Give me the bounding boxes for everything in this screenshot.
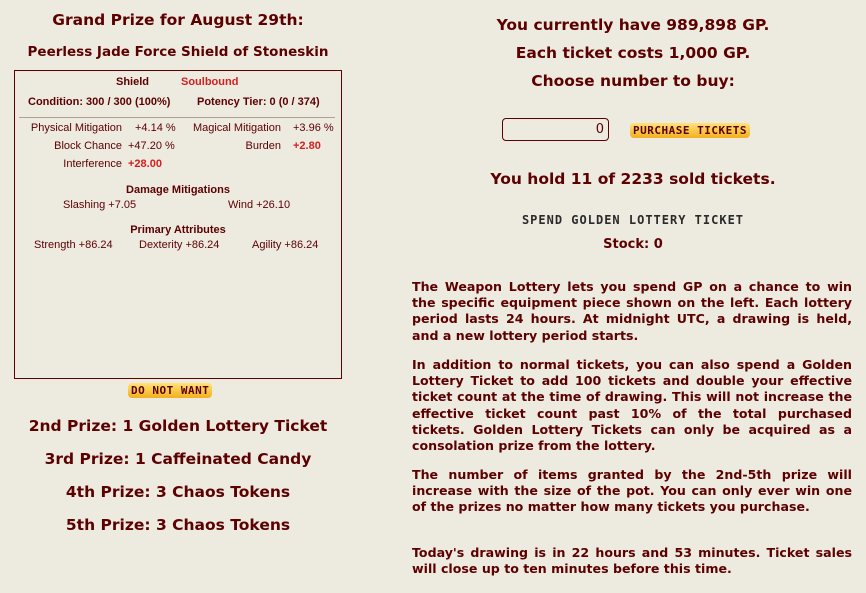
item-name: Peerless Jade Force Shield of Stoneskin [27,44,329,60]
choose-number-label: Choose number to buy: [531,72,735,90]
primary-attribute [252,239,318,251]
item-stats-panel [14,70,342,379]
spend-golden-ticket-button[interactable]: SPEND GOLDEN LOTTERY TICKET [521,213,745,227]
attribute-label: Agility [252,239,282,251]
prize-line: 4th Prize: 3 Chaos Tokens [65,483,291,501]
item-binding: Soulbound [181,76,239,88]
stat-value: +28.00 [128,158,162,170]
primary-attributes-title: Primary Attributes [130,224,226,236]
stat-label: Block Chance [54,140,122,152]
description-paragraph: The number of items granted by the 2nd-5th prize will increase with the size of the pot. You can only ever win one of the prizes no matter how many tickets you purchase. [412,467,852,515]
description-paragraph: Today's drawing is in 22 hours and 53 minutes. Ticket sales will close up to ten minutes before this time. [412,545,852,577]
description-paragraph: In addition to normal tickets, you can also spend a Golden Lottery Ticket to add 100 tickets and double your effective ticket count at the time of drawing. This will not increase the effective ticket count past 10% of the total purchased tickets. Golden Lottery Tickets can only be acquired as a consolation prize from the lottery. [412,357,852,454]
held-tickets: You hold 11 of 2233 sold tickets. [490,170,776,188]
attribute-label: Dexterity [139,239,183,251]
item-condition: Condition: 300 / 300 (100%) [28,96,171,108]
item-type: Shield [116,76,150,88]
golden-ticket-stock: Stock: 0 [603,237,663,252]
divider [19,117,335,118]
damage-mitigation-label: Wind [228,199,254,211]
attribute-value: +86.24 [78,239,113,251]
damage-mitigation [63,199,136,211]
prize-line: 2nd Prize: 1 Golden Lottery Ticket [28,417,328,435]
primary-attribute [34,239,113,251]
attribute-value: +86.24 [185,239,220,251]
grand-prize-title: Grand Prize for August 29th: [52,11,304,29]
attribute-value: +86.24 [284,239,319,251]
prize-line: 5th Prize: 3 Chaos Tokens [65,516,291,534]
item-potency: Potency Tier: 0 (0 / 374) [197,96,320,108]
primary-attribute [139,239,219,251]
stat-value: +4.14 % [135,122,176,134]
ticket-cost: Each ticket costs 1,000 GP. [515,44,751,62]
damage-mitigation-label: Slashing [63,199,106,211]
purchase-tickets-button[interactable]: PURCHASE TICKETS [630,123,750,138]
description-paragraph: The Weapon Lottery lets you spend GP on a chance to win the specific equipment piece shown on the left. Each lottery period lasts 24 hours. At midnight UTC, a drawing is held, and a new lottery period starts. [412,279,852,343]
stat-label: Interference [63,158,122,170]
stat-label: Physical Mitigation [30,122,122,134]
stat-label: Magical Mitigation [192,122,281,134]
prize-line: 3rd Prize: 1 Caffeinated Candy [44,450,312,468]
damage-mitigations-title: Damage Mitigations [126,184,230,196]
stat-value: +47.20 % [128,140,175,152]
gp-balance: You currently have 989,898 GP. [496,16,770,34]
attribute-label: Strength [34,239,76,251]
stat-value: +2.80 [293,140,321,152]
damage-mitigation-value: +7.05 [108,199,137,211]
damage-mitigation-value: +26.10 [256,199,291,211]
damage-mitigation [228,199,290,211]
stat-value: +3.96 % [293,122,334,134]
ticket-quantity-input[interactable] [502,118,609,141]
stat-label: Burden [245,140,281,152]
do-not-want-button[interactable]: DO NOT WANT [128,383,212,398]
